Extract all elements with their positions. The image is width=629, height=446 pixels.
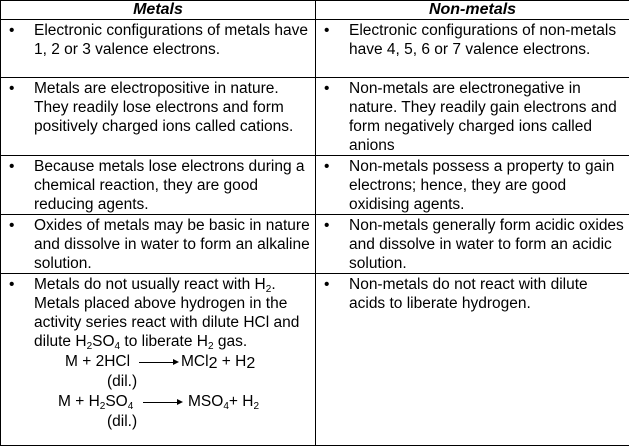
nonmetals-text: Non-metals generally form acidic oxides and dissolve in water to form an acidic solution. [349,216,625,273]
equation-2 [1,392,311,412]
equation-1-products: MCl2 + H2 [181,352,255,373]
nonmetals-text: Non-metals possess a property to gain electrons; hence, they are good oxidising agents. [349,157,625,214]
equation-1-note: (dil.) [107,372,137,391]
table-row [1,215,629,274]
bullet-icon: • [316,157,349,176]
metals-text: Because metals lose electrons during a chemical reaction, they are good reducing agents. [34,157,311,214]
metals-text: Metals do not usually react with $H_2$. [34,275,311,294]
metals-cell [1,156,316,215]
arrow-right-icon [139,352,179,371]
bullet-icon: • [316,79,349,98]
equation-1-reactants: M + 2HCl [65,352,130,371]
bullet-icon: • [316,21,349,40]
nonmetals-text: Non-metals are electronegative in nature. They readily gain electrons and form negatively charged ions called anions [349,79,625,155]
arrow-right-icon [143,392,183,411]
bullet-icon: • [1,157,34,176]
nonmetals-cell [316,20,629,78]
bullet-icon: • [316,275,349,294]
bullet-icon: • [1,21,34,40]
metals-text: Electronic configurations of metals have 1, 2 or 3 valence electrons. [34,21,311,59]
header-row [1,1,629,20]
nonmetals-cell [316,274,629,446]
metals-text: Metals are electropositive in nature. They readily lose electrons and form positively charged ions called cations. [34,79,311,136]
bullet-icon: • [316,216,349,235]
metals-text: Oxides of metals may be basic in nature and dissolve in water to form an alkaline solution. [34,216,311,273]
table-row [1,156,629,215]
equation-2-reactants: $M + H_2SO_4$ [58,392,133,411]
metals-header: Metals [1,1,316,20]
metals-cell [1,78,316,156]
nonmetals-cell [316,156,629,215]
equation-2-note-row [1,412,311,432]
bullet-icon: • [1,275,34,294]
table-row [1,20,629,78]
bullet-icon: • [1,79,34,98]
bullet-icon: • [1,216,34,235]
metals-cell [1,20,316,78]
equation-1 [1,352,311,372]
table-row [1,78,629,156]
equation-1-note-row [1,372,311,392]
equation-2-products: $MSO_4+ H_2$ [188,392,259,411]
nonmetals-cell [316,78,629,156]
nonmetals-text: Electronic configurations of non-metals have 4, 5, 6 or 7 valence electrons. [349,21,625,59]
nonmetals-header: Non-metals [316,1,629,20]
nonmetals-text: Non-metals do not react with dilute acids to liberate hydrogen. [349,275,625,313]
nonmetals-cell [316,215,629,274]
metals-cell [1,215,316,274]
metals-text: Metals placed above hydrogen in the activity series react with dilute HCl and dilute $H_2SO_4$ to liberate $H_2$ gas. [34,294,311,351]
table-row [1,274,629,446]
metals-cell [1,274,316,446]
equation-2-note: (dil.) [107,412,137,431]
